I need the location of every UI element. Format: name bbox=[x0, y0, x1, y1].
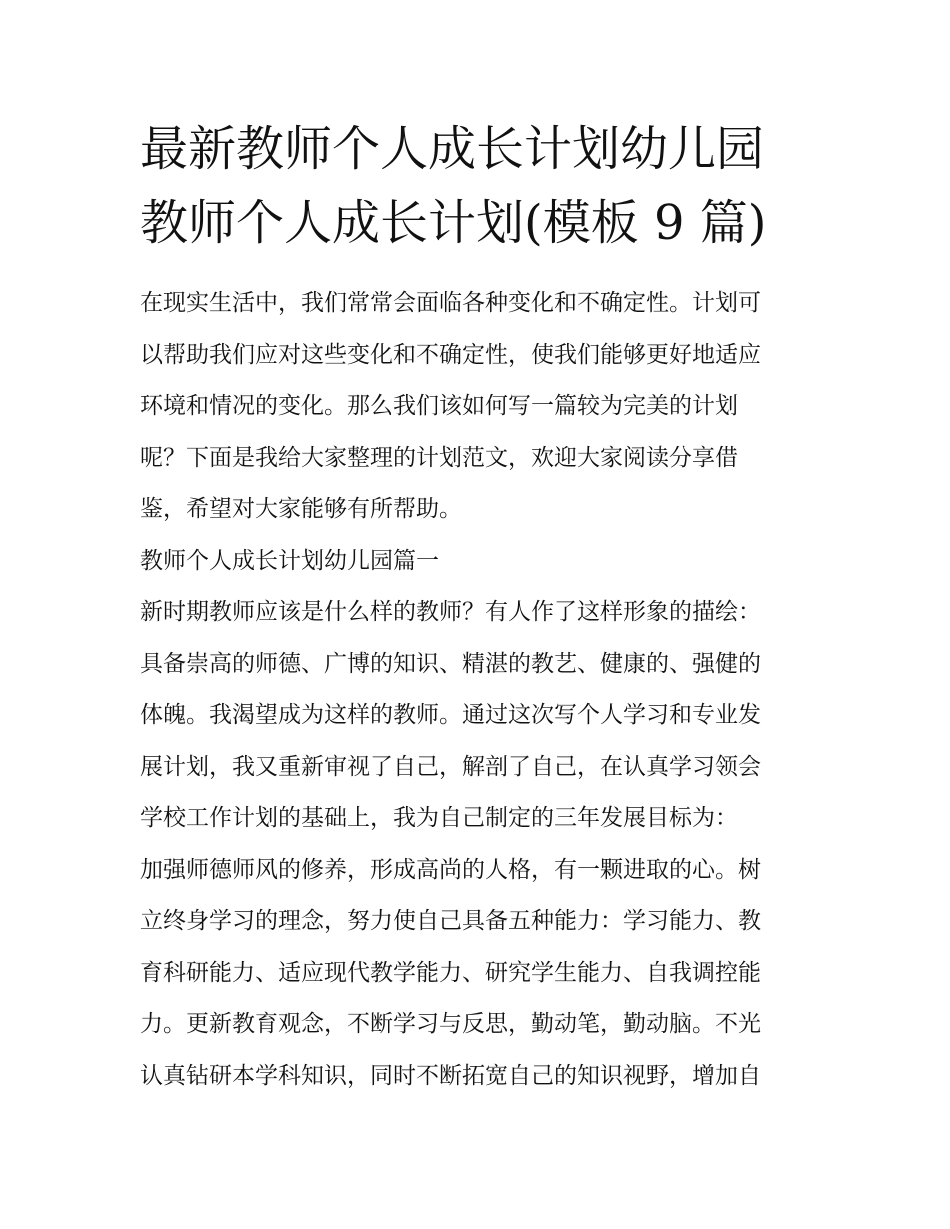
body-line: 立终身学习的理念，努力使自己具备五种能力：学习能力、教 bbox=[140, 908, 761, 934]
body-line: 呢？下面是我给大家整理的计划范文，欢迎大家阅读分享借 bbox=[140, 444, 738, 471]
body-line: 加强师德师风的修养，形成高尚的人格，有一颗进取的心。树 bbox=[140, 856, 761, 883]
body-line: 环境和情况的变化。那么我们该如何写一篇较为完美的计划 bbox=[140, 393, 738, 419]
body-line: 体魄。我渴望成为这样的教师。通过这次写个人学习和专业发 bbox=[140, 702, 761, 728]
body-line: 认真钻研本学科知识，同时不断拓宽自己的知识视野，增加自 bbox=[140, 1062, 761, 1089]
document-body bbox=[140, 278, 830, 1102]
body-line: 展计划，我又重新审视了自己，解剖了自己，在认真学习领会 bbox=[140, 753, 761, 780]
body-line: 鉴，希望对大家能够有所帮助。 bbox=[140, 496, 462, 522]
body-line: 学校工作计划的基础上，我为自己制定的三年发展目标为： bbox=[140, 805, 738, 831]
title-line: 教师个人成长计划(模板 9 篇) bbox=[140, 195, 767, 251]
document-title bbox=[140, 112, 820, 260]
body-line: 力。更新教育观念，不断学习与反思，勤动笔，勤动脑。不光 bbox=[140, 1011, 761, 1037]
body-line: 具备崇高的师德、广博的知识、精湛的教艺、健康的、强健的 bbox=[140, 650, 761, 677]
title-line: 最新教师个人成长计划幼儿园 bbox=[140, 121, 765, 177]
body-line: 新时期教师应该是什么样的教师？有人作了这样形象的描绘： bbox=[140, 599, 761, 625]
section-heading: 教师个人成长计划幼儿园篇一 bbox=[140, 547, 439, 574]
body-line: 以帮助我们应对这些变化和不确定性，使我们能够更好地适应 bbox=[140, 341, 761, 368]
body-line: 育科研能力、适应现代教学能力、研究学生能力、自我调控能 bbox=[140, 959, 761, 986]
body-line: 在现实生活中，我们常常会面临各种变化和不确定性。计划可 bbox=[140, 290, 761, 316]
